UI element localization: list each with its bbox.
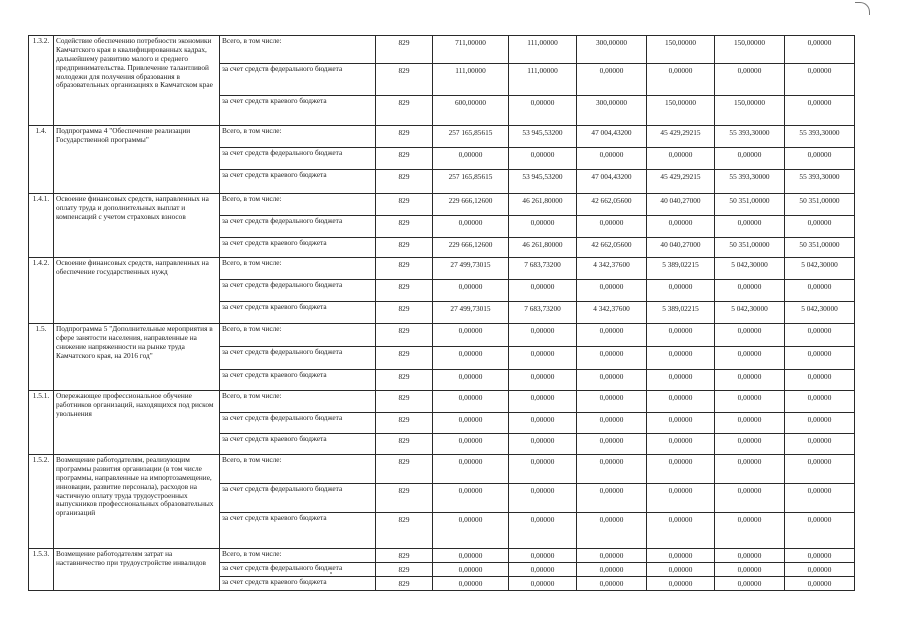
table-row (29, 194, 855, 216)
amount-cell: 0,00000 (509, 280, 577, 302)
amount-cell: 150,00000 (647, 36, 715, 64)
amount-cell: 0,00000 (509, 148, 577, 170)
amount-cell: 0,00000 (433, 324, 509, 347)
funding-source: за счет средств краевого бюджета (220, 96, 376, 126)
amount-cell: 27 499,73015 (433, 302, 509, 324)
amount-cell: 257 165,85615 (433, 170, 509, 194)
amount-cell: 0,00000 (509, 347, 577, 370)
amount-cell: 0,00000 (577, 562, 647, 576)
amount-cell: 5 042,30000 (785, 258, 855, 280)
amount-cell: 0,00000 (433, 370, 509, 391)
amount-cell: 0,00000 (647, 562, 715, 576)
amount-cell: 0,00000 (785, 347, 855, 370)
amount-cell: 0,00000 (715, 347, 785, 370)
amount-cell: 42 662,05600 (577, 194, 647, 216)
amount-cell: 0,00000 (715, 370, 785, 391)
funding-source: Всего, в том числе: (220, 126, 376, 148)
budget-code: 829 (376, 96, 433, 126)
amount-cell: 0,00000 (785, 562, 855, 576)
amount-cell: 0,00000 (715, 148, 785, 170)
amount-cell: 0,00000 (647, 413, 715, 434)
amount-cell: 0,00000 (433, 562, 509, 576)
amount-cell: 0,00000 (509, 576, 577, 590)
amount-cell: 50 351,00000 (715, 238, 785, 258)
budget-code: 829 (376, 370, 433, 391)
amount-cell: 300,00000 (577, 96, 647, 126)
budget-code: 829 (376, 64, 433, 96)
amount-cell: 0,00000 (509, 96, 577, 126)
amount-cell: 4 342,37600 (577, 302, 647, 324)
budget-code: 829 (376, 562, 433, 576)
amount-cell: 0,00000 (715, 216, 785, 238)
amount-cell: 300,00000 (577, 36, 647, 64)
funding-source: за счет средств федерального бюджета (220, 413, 376, 434)
amount-cell: 0,00000 (785, 413, 855, 434)
amount-cell: 0,00000 (647, 216, 715, 238)
budget-code: 829 (376, 126, 433, 148)
row-number: 1.3.2. (29, 36, 54, 126)
row-description: Опережающее профессиональное обучение работников организаций, находящихся под риском увольнения (54, 391, 220, 455)
funding-source: за счет средств краевого бюджета (220, 302, 376, 324)
amount-cell: 0,00000 (647, 347, 715, 370)
budget-code: 829 (376, 576, 433, 590)
amount-cell: 0,00000 (577, 455, 647, 484)
table-row (29, 549, 855, 563)
amount-cell: 0,00000 (433, 549, 509, 563)
amount-cell: 600,00000 (433, 96, 509, 126)
amount-cell: 4 342,37600 (577, 258, 647, 280)
amount-cell: 0,00000 (785, 280, 855, 302)
amount-cell: 111,00000 (509, 64, 577, 96)
amount-cell: 150,00000 (647, 96, 715, 126)
amount-cell: 0,00000 (715, 576, 785, 590)
amount-cell: 0,00000 (715, 434, 785, 455)
budget-code: 829 (376, 347, 433, 370)
funding-source: Всего, в том числе: (220, 391, 376, 413)
amount-cell: 0,00000 (509, 324, 577, 347)
amount-cell: 0,00000 (577, 280, 647, 302)
amount-cell: 257 165,85615 (433, 126, 509, 148)
amount-cell: 0,00000 (577, 513, 647, 549)
amount-cell: 42 662,05600 (577, 238, 647, 258)
amount-cell: 27 499,73015 (433, 258, 509, 280)
budget-code: 829 (376, 434, 433, 455)
amount-cell: 0,00000 (509, 413, 577, 434)
amount-cell: 0,00000 (509, 513, 577, 549)
amount-cell: 0,00000 (577, 434, 647, 455)
amount-cell: 53 945,53200 (509, 126, 577, 148)
row-description: Подпрограмма 4 "Обеспечение реализации Государственной программы" (54, 126, 220, 194)
funding-source: Всего, в том числе: (220, 549, 376, 563)
amount-cell: 0,00000 (715, 562, 785, 576)
amount-cell: 5 389,02215 (647, 302, 715, 324)
amount-cell: 50 351,00000 (785, 238, 855, 258)
budget-code: 829 (376, 324, 433, 347)
amount-cell: 0,00000 (433, 148, 509, 170)
row-description: Освоение финансовых средств, направленных на оплату труда и дополнительных выплат и компенсаций с учетом страховых взносов (54, 194, 220, 258)
funding-source: за счет средств краевого бюджета (220, 170, 376, 194)
amount-cell: 46 261,80000 (509, 194, 577, 216)
amount-cell: 0,00000 (509, 216, 577, 238)
amount-cell: 5 042,30000 (715, 258, 785, 280)
row-number: 1.5.3. (29, 549, 54, 591)
budget-code: 829 (376, 216, 433, 238)
amount-cell: 0,00000 (715, 513, 785, 549)
amount-cell: 0,00000 (715, 549, 785, 563)
amount-cell: 50 351,00000 (785, 194, 855, 216)
budget-code: 829 (376, 148, 433, 170)
amount-cell: 0,00000 (647, 513, 715, 549)
amount-cell: 45 429,29215 (647, 170, 715, 194)
amount-cell: 7 683,73200 (509, 302, 577, 324)
budget-code: 829 (376, 302, 433, 324)
amount-cell: 0,00000 (509, 455, 577, 484)
amount-cell: 0,00000 (715, 324, 785, 347)
table-row (29, 258, 855, 280)
amount-cell: 47 004,43200 (577, 170, 647, 194)
amount-cell: 0,00000 (785, 434, 855, 455)
amount-cell: 46 261,80000 (509, 238, 577, 258)
amount-cell: 0,00000 (647, 484, 715, 513)
funding-source: за счет средств федерального бюджета (220, 484, 376, 513)
amount-cell: 0,00000 (715, 280, 785, 302)
row-number: 1.5.2. (29, 455, 54, 549)
amount-cell: 0,00000 (433, 391, 509, 413)
amount-cell: 0,00000 (647, 576, 715, 590)
amount-cell: 55 393,30000 (715, 126, 785, 148)
amount-cell: 0,00000 (577, 324, 647, 347)
budget-code: 829 (376, 484, 433, 513)
table-row (29, 36, 855, 64)
amount-cell: 0,00000 (715, 413, 785, 434)
amount-cell: 0,00000 (509, 434, 577, 455)
amount-cell: 0,00000 (577, 413, 647, 434)
amount-cell: 0,00000 (433, 280, 509, 302)
amount-cell: 0,00000 (715, 391, 785, 413)
budget-code: 829 (376, 391, 433, 413)
amount-cell: 0,00000 (433, 455, 509, 484)
amount-cell: 0,00000 (433, 216, 509, 238)
budget-code: 829 (376, 513, 433, 549)
budget-code: 829 (376, 413, 433, 434)
funding-source: за счет средств краевого бюджета (220, 370, 376, 391)
funding-source: Всего, в том числе: (220, 455, 376, 484)
amount-cell: 0,00000 (433, 513, 509, 549)
funding-source: Всего, в том числе: (220, 194, 376, 216)
amount-cell: 0,00000 (433, 413, 509, 434)
row-description: Подпрограмма 5 "Дополнительные мероприятия в сфере занятости населения, направленные на снижение напряженности на рынке труда Камчатского края, на 2016 год" (54, 324, 220, 391)
page-corner-mark (855, 2, 870, 15)
row-number: 1.4.2. (29, 258, 54, 324)
amount-cell: 0,00000 (785, 148, 855, 170)
amount-cell: 150,00000 (715, 96, 785, 126)
row-number: 1.4.1. (29, 194, 54, 258)
amount-cell: 0,00000 (785, 455, 855, 484)
amount-cell: 50 351,00000 (715, 194, 785, 216)
budget-code: 829 (376, 238, 433, 258)
funding-source: за счет средств краевого бюджета (220, 576, 376, 590)
amount-cell: 0,00000 (509, 370, 577, 391)
amount-cell: 0,00000 (715, 484, 785, 513)
amount-cell: 0,00000 (433, 434, 509, 455)
amount-cell: 7 683,73200 (509, 258, 577, 280)
amount-cell: 5 042,30000 (715, 302, 785, 324)
amount-cell: 0,00000 (647, 324, 715, 347)
amount-cell: 0,00000 (509, 549, 577, 563)
budget-code: 829 (376, 455, 433, 484)
funding-source: за счет средств федерального бюджета (220, 64, 376, 96)
amount-cell: 0,00000 (577, 484, 647, 513)
amount-cell: 0,00000 (577, 576, 647, 590)
amount-cell: 0,00000 (785, 324, 855, 347)
row-description: Возмещение работодателям затрат на наставничество при трудоустройстве инвалидов (54, 549, 220, 591)
amount-cell: 0,00000 (647, 549, 715, 563)
amount-cell: 0,00000 (577, 370, 647, 391)
row-number: 1.5.1. (29, 391, 54, 455)
funding-source: Всего, в том числе: (220, 258, 376, 280)
amount-cell: 711,00000 (433, 36, 509, 64)
budget-code: 829 (376, 194, 433, 216)
amount-cell: 0,00000 (785, 513, 855, 549)
amount-cell: 45 429,29215 (647, 126, 715, 148)
amount-cell: 229 666,12600 (433, 238, 509, 258)
amount-cell: 0,00000 (647, 148, 715, 170)
amount-cell: 0,00000 (785, 484, 855, 513)
amount-cell: 0,00000 (577, 64, 647, 96)
row-number: 1.5. (29, 324, 54, 391)
table-row (29, 126, 855, 148)
amount-cell: 0,00000 (577, 391, 647, 413)
table-row (29, 324, 855, 347)
amount-cell: 0,00000 (715, 64, 785, 96)
amount-cell: 0,00000 (785, 549, 855, 563)
amount-cell: 40 040,27000 (647, 238, 715, 258)
amount-cell: 0,00000 (785, 36, 855, 64)
row-description: Возмещение работодателям, реализующим программы развития организации (в том числе программы, направленные на импортозамещение, инновации, развитие персонала), расходов на частичную оплату труда трудоустроенных выпускников профессиональных образовательных организаций (54, 455, 220, 549)
amount-cell: 53 945,53200 (509, 170, 577, 194)
amount-cell: 0,00000 (647, 370, 715, 391)
amount-cell: 0,00000 (509, 484, 577, 513)
table-row (29, 455, 855, 484)
budget-code: 829 (376, 549, 433, 563)
amount-cell: 5 389,02215 (647, 258, 715, 280)
amount-cell: 47 004,43200 (577, 126, 647, 148)
amount-cell: 0,00000 (433, 484, 509, 513)
amount-cell: 55 393,30000 (785, 170, 855, 194)
budget-code: 829 (376, 280, 433, 302)
funding-source: за счет средств федерального бюджета (220, 148, 376, 170)
funding-source: за счет средств федерального бюджета (220, 562, 376, 576)
funding-source: за счет средств краевого бюджета (220, 238, 376, 258)
amount-cell: 150,00000 (715, 36, 785, 64)
budget-code: 829 (376, 170, 433, 194)
amount-cell: 0,00000 (785, 216, 855, 238)
row-number: 1.4. (29, 126, 54, 194)
amount-cell: 0,00000 (647, 434, 715, 455)
amount-cell: 0,00000 (647, 391, 715, 413)
amount-cell: 0,00000 (647, 64, 715, 96)
amount-cell: 0,00000 (647, 455, 715, 484)
row-description: Содействие обеспечению потребности экономики Камчатского края в квалифицированных кадрах, дальнейшему развитию малого и среднего предпринимательства. Привлечение талантливой молодежи для получения образования в образовательных организациях в Камчатском крае (54, 36, 220, 126)
amount-cell: 40 040,27000 (647, 194, 715, 216)
amount-cell: 0,00000 (785, 96, 855, 126)
amount-cell: 0,00000 (509, 391, 577, 413)
table-row (29, 391, 855, 413)
amount-cell: 111,00000 (509, 36, 577, 64)
budget-code: 829 (376, 36, 433, 64)
amount-cell: 0,00000 (577, 549, 647, 563)
amount-cell: 0,00000 (509, 562, 577, 576)
funding-source: Всего, в том числе: (220, 324, 376, 347)
budget-code: 829 (376, 258, 433, 280)
budget-table (28, 35, 855, 591)
funding-source: за счет средств федерального бюджета (220, 347, 376, 370)
row-description: Освоение финансовых средств, направленных на обеспечение государственных нужд (54, 258, 220, 324)
amount-cell: 55 393,30000 (715, 170, 785, 194)
funding-source: за счет средств краевого бюджета (220, 434, 376, 455)
amount-cell: 0,00000 (785, 64, 855, 96)
amount-cell: 0,00000 (785, 391, 855, 413)
amount-cell: 0,00000 (785, 576, 855, 590)
amount-cell: 0,00000 (577, 347, 647, 370)
funding-source: Всего, в том числе: (220, 36, 376, 64)
amount-cell: 111,00000 (433, 64, 509, 96)
funding-source: за счет средств федерального бюджета (220, 280, 376, 302)
amount-cell: 0,00000 (647, 280, 715, 302)
funding-source: за счет средств краевого бюджета (220, 513, 376, 549)
amount-cell: 0,00000 (433, 576, 509, 590)
amount-cell: 0,00000 (577, 148, 647, 170)
funding-source: за счет средств федерального бюджета (220, 216, 376, 238)
amount-cell: 0,00000 (577, 216, 647, 238)
amount-cell: 0,00000 (433, 347, 509, 370)
amount-cell: 0,00000 (785, 370, 855, 391)
amount-cell: 5 042,30000 (785, 302, 855, 324)
amount-cell: 0,00000 (715, 455, 785, 484)
amount-cell: 229 666,12600 (433, 194, 509, 216)
amount-cell: 55 393,30000 (785, 126, 855, 148)
